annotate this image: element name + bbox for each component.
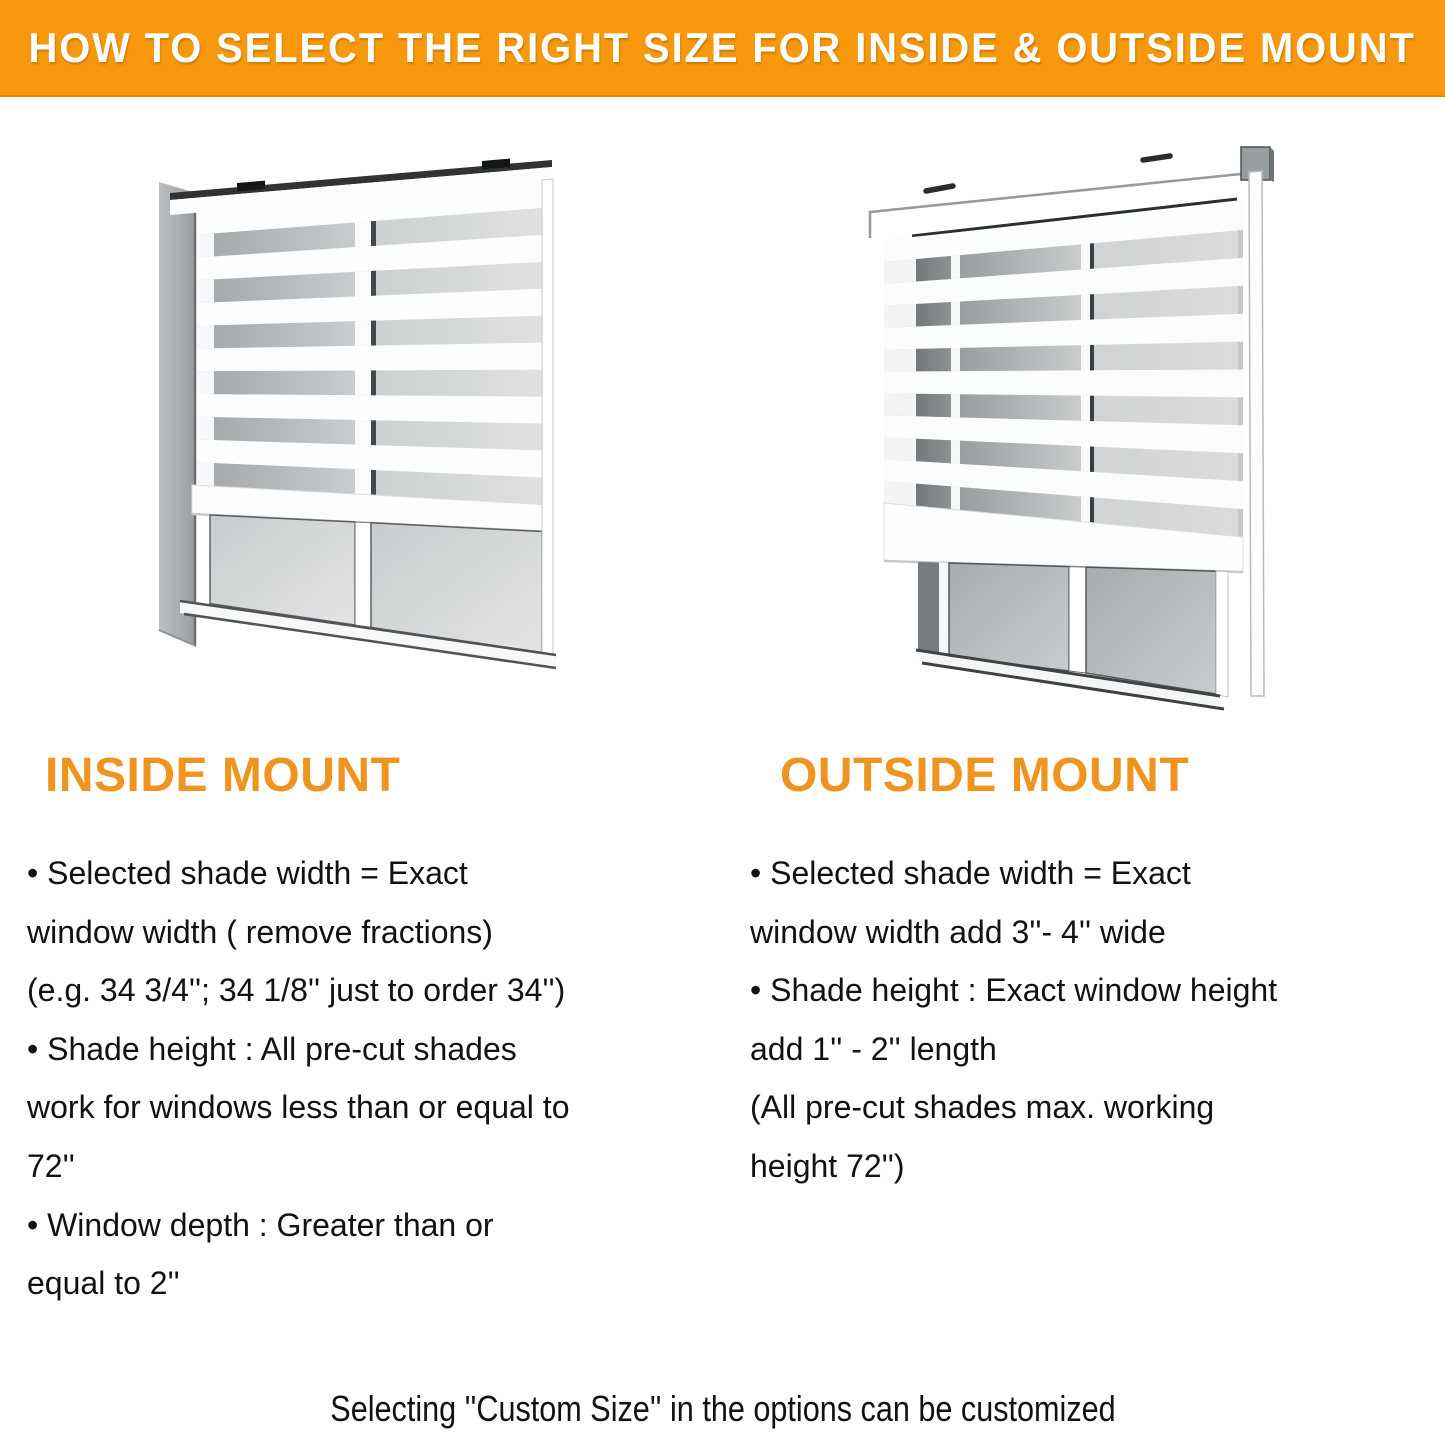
instruction-line: window width add 3''- 4'' wide <box>750 913 1166 950</box>
instruction-line: equal to 2'' <box>27 1265 180 1302</box>
footer <box>0 1388 1445 1430</box>
banner-title: HOW TO SELECT THE RIGHT SIZE FOR INSIDE & OUTSIDE MOUNT <box>28 23 1417 71</box>
zebra-shade <box>197 178 552 505</box>
instruction-line: add 1'' - 2'' length <box>750 1030 997 1067</box>
outside-mount-heading: OUTSIDE MOUNT <box>780 749 1190 802</box>
window-left-jamb <box>159 182 196 646</box>
outside-mount-instructions <box>750 844 1277 1196</box>
instruction-line: • Selected shade width = Exact <box>27 855 468 891</box>
instruction-line: (All pre-cut shades max. working <box>750 1089 1215 1126</box>
wall-trim <box>1249 171 1264 696</box>
inside-mount-illustration <box>152 146 582 691</box>
instruction-line: • Shade height : All pre-cut shades <box>27 1030 517 1067</box>
inside-mount-heading: INSIDE MOUNT <box>45 749 401 802</box>
custom-size-note: Selecting ''Custom Size'' in the options can be customized <box>329 1388 1116 1429</box>
instruction-line: (e.g. 34 3/4''; 34 1/8'' just to order 34'') <box>27 972 566 1009</box>
instruction-line: • Selected shade width = Exact <box>750 855 1191 891</box>
outside-mount-illustration <box>856 140 1276 720</box>
instruction-line: window width ( remove fractions) <box>27 913 493 950</box>
zebra-shade <box>884 202 1243 537</box>
inside-mount-instructions <box>27 844 569 1313</box>
instruction-line: • Shade height : Exact window height <box>750 972 1278 1009</box>
banner <box>0 0 1445 97</box>
instruction-line: • Window depth : Greater than or <box>27 1206 494 1243</box>
instruction-line: height 72'') <box>750 1147 905 1184</box>
instruction-line: work for windows less than or equal to <box>27 1089 570 1126</box>
instruction-line: 72'' <box>27 1147 75 1184</box>
